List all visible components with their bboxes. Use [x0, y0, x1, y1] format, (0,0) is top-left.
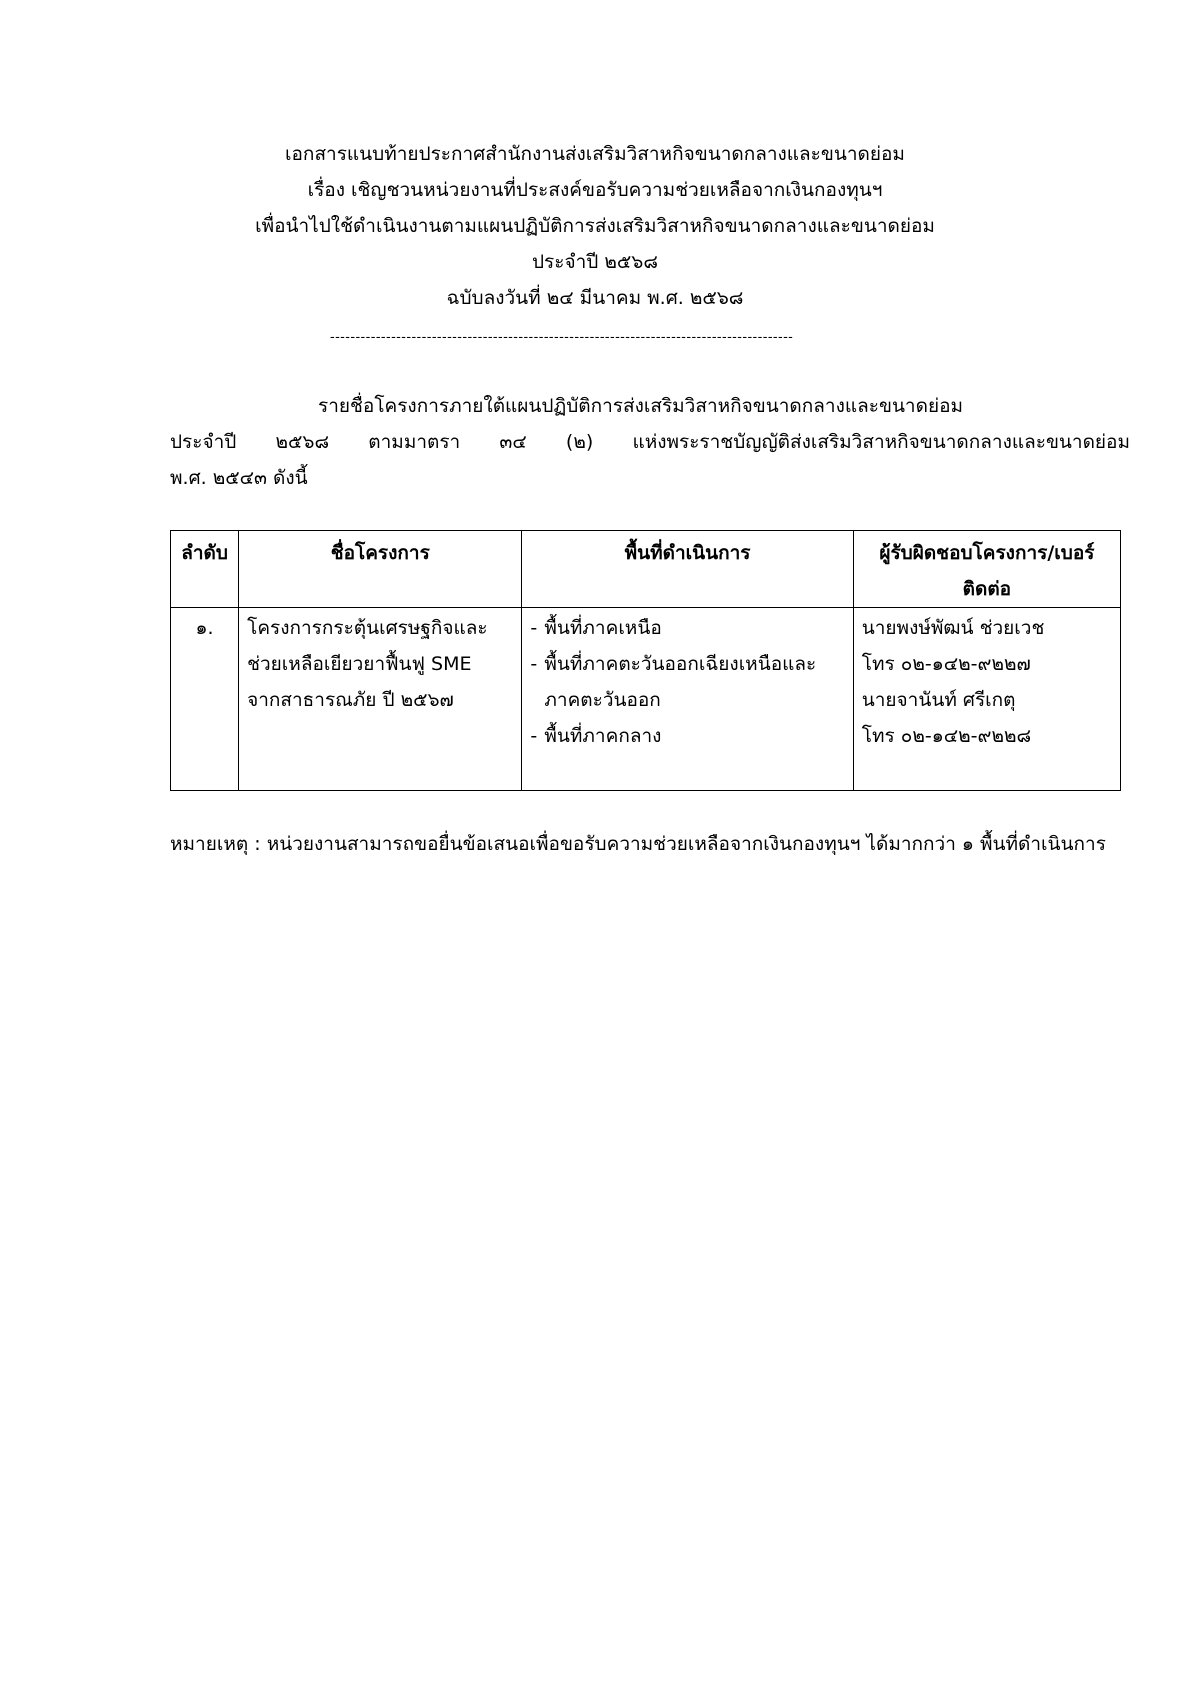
project-name-line: ช่วยเหลือเยียวยาฟื้นฟู SME — [247, 653, 472, 675]
contact-person-1: นายพงษ์พัฒน์ ช่วยเวช — [861, 617, 1045, 639]
cell-order: ๑. — [171, 608, 239, 791]
header-fiscal-year-line: ประจำปี ๒๕๖๘ — [532, 251, 658, 273]
cell-project-name — [239, 608, 522, 791]
intro-line-2: ประจำปี ๒๕๖๘ ตามมาตรา ๓๔ (๒) แห่งพระราชบัญญัติส่งเสริมวิสาหกิจขนาดกลางและขนาดย่อม — [170, 431, 1130, 453]
header-order: ลำดับ — [171, 531, 239, 608]
area-bullet: - — [530, 653, 538, 675]
header-contact-line-1: ผู้รับผิดชอบโครงการ/เบอร์ — [879, 542, 1095, 564]
area-item-north: - พื้นที่ภาคเหนือ — [530, 610, 844, 646]
contact-phone-2: โทร ๐๒-๑๔๒-๙๒๒๘ — [861, 725, 1032, 747]
header-subject-line: เรื่อง เชิญชวนหน่วยงานที่ประสงค์ขอรับความช่วยเหลือจากเงินกองทุนฯ — [307, 179, 883, 201]
remark-note: หมายเหตุ : หน่วยงานสามารถขอยื่นข้อเสนอเพื่อขอรับความช่วยเหลือจากเงินกองทุนฯ ได้มากกว่า ๑ พื้นที่ดำเนินการ — [170, 833, 1106, 855]
intro-line-3: พ.ศ. ๒๕๔๓ ดังนี้ — [170, 467, 308, 489]
contact-phone-1: โทร ๐๒-๑๔๒-๙๒๒๗ — [861, 653, 1031, 675]
area-bullet: - — [530, 617, 538, 639]
intro-line-1: รายชื่อโครงการภายใต้แผนปฏิบัติการส่งเสริมวิสาหกิจขนาดกลางและขนาดย่อม — [318, 395, 964, 417]
cell-operating-area — [522, 608, 853, 791]
intro-paragraph — [170, 388, 1130, 496]
area-item-northeast-east: - พื้นที่ภาคตะวันออกเฉียงเหนือและ — [530, 646, 844, 682]
header-contact — [853, 531, 1120, 608]
project-table — [170, 530, 1121, 791]
header-purpose-line: เพื่อนำไปใช้ดำเนินงานตามแผนปฏิบัติการส่งเสริมวิสาหกิจขนาดกลางและขนาดย่อม — [255, 215, 935, 237]
cell-contact — [853, 608, 1120, 791]
area-bullet: - — [530, 725, 538, 747]
header-date-line: ฉบับลงวันที่ ๒๔ มีนาคม พ.ศ. ๒๕๖๘ — [446, 287, 744, 309]
header-operating-area: พื้นที่ดำเนินการ — [522, 531, 853, 608]
project-name-line: โครงการกระตุ้นเศรษฐกิจและ — [247, 617, 488, 639]
contact-person-2: นายจานันท์ ศรีเกตุ — [861, 689, 1016, 711]
document-header — [0, 136, 1190, 316]
area-item-continuation: ภาคตะวันออก — [544, 689, 661, 711]
dashed-separator: ------------------------------------------------------------------------------------------- — [330, 330, 794, 345]
table-row — [171, 608, 1121, 791]
header-contact-line-2: ติดต่อ — [962, 578, 1012, 600]
project-name-line: จากสาธารณภัย ปี ๒๕๖๗ — [247, 689, 454, 711]
table-header-row — [171, 531, 1121, 608]
area-item-central: - พื้นที่ภาคกลาง — [530, 718, 844, 754]
header-project-name: ชื่อโครงการ — [239, 531, 522, 608]
header-title-line: เอกสารแนบท้ายประกาศสำนักงานส่งเสริมวิสาหกิจขนาดกลางและขนาดย่อม — [285, 143, 905, 165]
